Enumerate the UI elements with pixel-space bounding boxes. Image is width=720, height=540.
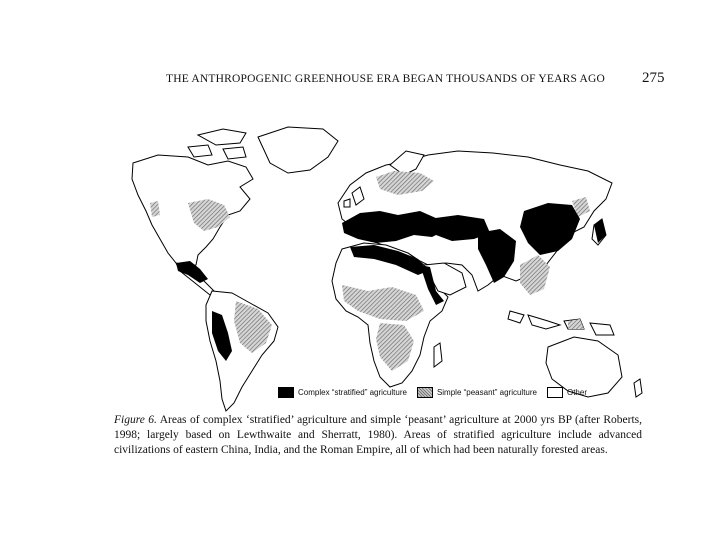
legend-other (547, 387, 587, 398)
legend-swatch-simple (417, 387, 433, 398)
land-indonesia (508, 311, 614, 335)
figure-label: Figure 6. (114, 414, 157, 426)
legend-swatch-complex (278, 387, 294, 398)
figure-caption (114, 413, 642, 458)
legend-complex-label: Complex “stratified” agriculture (298, 388, 407, 397)
land-greenland (258, 127, 338, 173)
caption-text: Areas of complex ‘stratified’ agriculture and simple ‘peasant’ agriculture at 2000 yrs BP (after Roberts, 1998; largely based on Lewthwaite and Sherratt, 1980). Areas of stratified agriculture include advanced civilizations of eastern China, India, and the Roman Empire, all of which had been naturally forested areas. (114, 414, 642, 456)
map-legend (278, 387, 587, 398)
running-title: THE ANTHROPOGENIC GREENHOUSE ERA BEGAN THOUSANDS OF YEARS AGO (166, 73, 606, 85)
land-arctic-islands (188, 129, 246, 159)
land-new-zealand (634, 379, 642, 397)
land-other (132, 127, 642, 411)
legend-complex (278, 387, 407, 398)
legend-simple (417, 387, 537, 398)
legend-swatch-other (547, 387, 563, 398)
legend-simple-label: Simple “peasant” agriculture (436, 388, 537, 397)
page-number: 275 (642, 70, 665, 86)
paper-page (38, 40, 678, 495)
world-agriculture-map (128, 115, 648, 415)
land-madagascar (434, 343, 442, 367)
legend-other-label: Other (566, 388, 587, 397)
